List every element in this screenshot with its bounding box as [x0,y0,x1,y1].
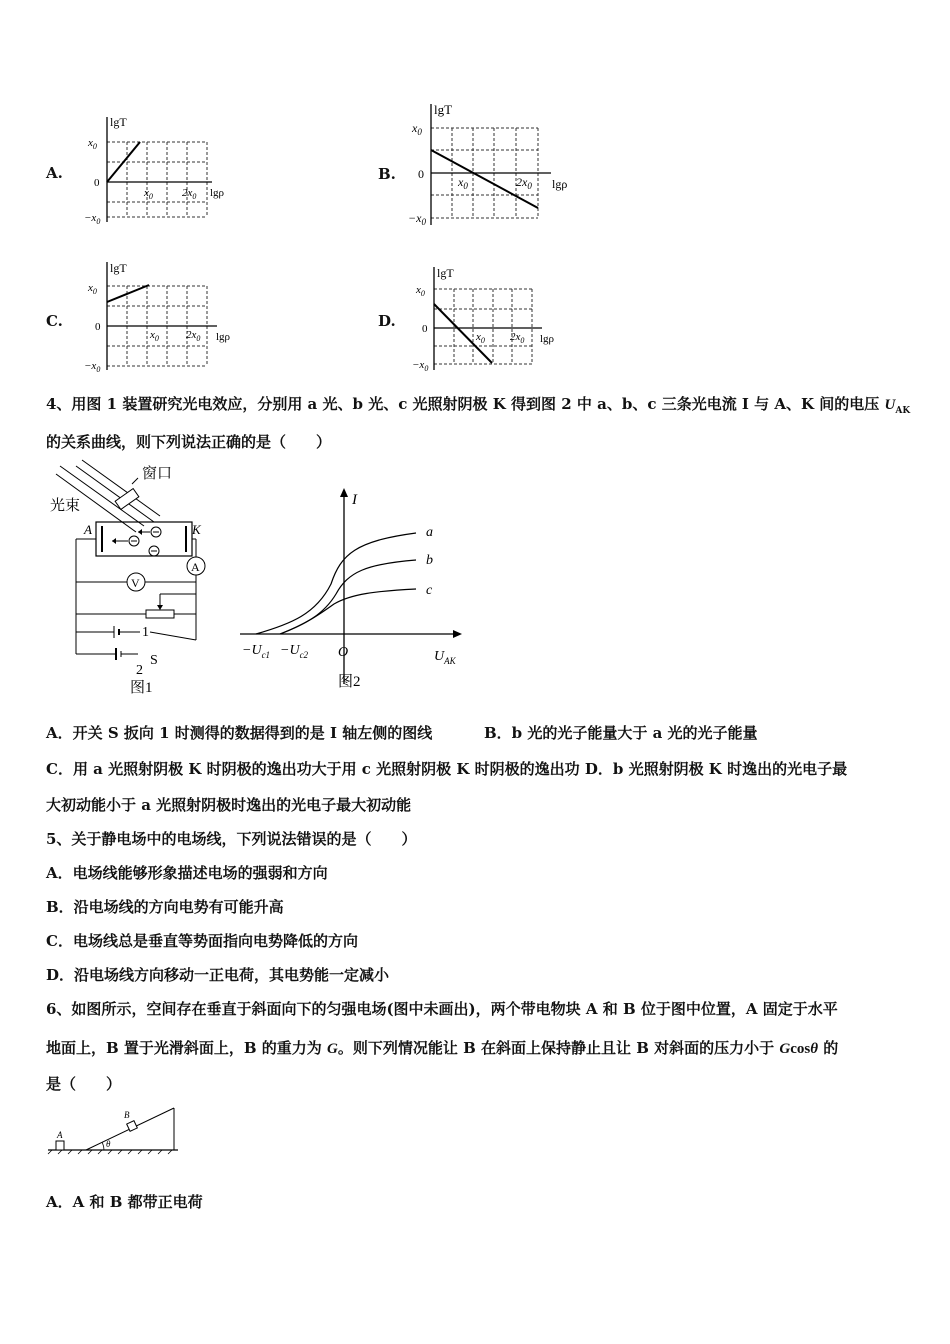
axis-y-label: lgT [110,115,127,129]
q6-stem-line2: 地面上，B 置于光滑斜面上，B 的重力为 G。则下列情况能让 B 在斜面上保持静止且让 B 对斜面的压力小于 Gcosθ 的 [46,1039,839,1057]
block-b-label: B [124,1110,130,1120]
tick-zero: 0 [95,321,101,333]
q6-stem-line1: 6、如图所示，空间存在垂直于斜面向下的匀强电场(图中未画出)，两个带电物块 A 和 B 位于图中位置，A 固定于水平 [46,1000,838,1018]
figure-1-caption: 图1 [130,680,153,696]
switch-position-2: 2 [136,663,143,678]
axis-y-label: lgT [434,102,453,117]
curve-a [256,533,416,634]
tick-2x0: $2x_0$ [516,175,532,191]
curve-b-label: b [426,553,433,568]
graph-option-b [406,100,576,232]
q4-stem-line1: 4、用图 1 装置研究光电效应，分别用 a 光、b 光、c 光照射阴极 K 得到图 2 中 a、b、c 三条光电流 I 与 A、K 间的电压 $U_{AK}$ [46,395,911,416]
graph-option-a [80,112,225,230]
tick-x0: $x_0$ [412,121,422,137]
q6-incline-figure [46,1104,182,1156]
ammeter-label: A [191,560,200,574]
q6-stem-line3: 是（ ） [46,1075,122,1093]
tick-uc1: $-U_{c1}$ [242,643,271,660]
q4-option-a: A．开关 S 扳向 1 时测得的数据得到的是 I 轴左侧的图线 [46,724,433,742]
beam-label: 光束 [50,498,81,514]
option-c-label: C. [46,312,63,330]
tick-zero: 0 [418,167,424,181]
origin-label: O [338,645,349,660]
tick-x0: $x_0$ [416,284,425,298]
axis-x-label: lgρ [540,333,555,345]
tick-x0: $x_0$ [88,282,97,296]
tick-x0: $x_0$ [88,137,97,151]
q4-figure-2-iu-curves [236,484,472,690]
curve-c [280,589,416,634]
tick-neg-x0: $-x_0$ [84,212,101,226]
tick-zero: 0 [94,177,100,189]
axis-x-label: lgρ [210,187,225,199]
graph-option-c [82,258,242,376]
q6-option-a: A．A 和 B 都带正电荷 [46,1193,203,1211]
q5-option-a: A．电场线能够形象描述电场的强弱和方向 [46,864,328,882]
window-label: 窗口 [142,466,173,482]
tick-x0-axis: $x_0$ [144,187,153,201]
switch-label: S [150,653,158,668]
curve-c-label: c [426,583,433,598]
tick-2x0: $2x_0$ [186,329,201,343]
block-a-label: A [57,1130,63,1140]
tick-neg-x0: $-x_0$ [408,211,426,227]
q4-option-d-cont: 大初动能小于 a 光照射阴极时逸出的光电子最大初动能 [46,796,412,814]
q4-figure-1-apparatus [46,462,216,694]
axis-x-label: lgρ [552,177,568,191]
axis-y-label: lgT [110,261,127,275]
axis-y-label: lgT [437,266,454,280]
voltmeter-label: V [131,576,140,590]
tick-x0-axis: $x_0$ [150,329,159,343]
tick-neg-x0: $-x_0$ [412,359,429,373]
tick-2x0: $2x_0$ [510,331,525,345]
axis-x-label: lgρ [216,331,231,343]
switch-position-1: 1 [142,625,149,640]
q5-option-c: C．电场线总是垂直等势面指向电势降低的方向 [46,932,358,950]
angle-theta-label: θ [106,1139,111,1149]
tick-uc2: $-U_{c2}$ [280,643,309,660]
q4-stem-line2: 的关系曲线，则下列说法正确的是（ ） [46,433,332,451]
q4-option-c-d: C．用 a 光照射阴极 K 时阴极的逸出功大于用 c 光照射阴极 K 时阴极的逸出功 D．b 光照射阴极 K 时逸出的光电子最 [46,760,848,778]
option-b-label: B. [378,165,396,183]
figure-2-caption: 图2 [338,674,361,690]
curve-a-label: a [426,525,433,540]
tick-neg-x0: $-x_0$ [84,360,101,374]
axis-i-label: I [352,492,357,508]
graph-option-d [410,264,570,376]
q5-stem: 5、关于静电场中的电场线，下列说法错误的是（ ） [46,830,417,848]
axis-uak-label: $U_{AK}$ [434,649,456,666]
tick-2x0: $2x_0$ [182,187,197,201]
tick-zero: 0 [422,323,428,335]
tick-x0-axis: $x_0$ [458,175,468,191]
curve-b [280,560,416,634]
option-d-label: D. [378,312,396,330]
option-a-label: A. [46,164,63,182]
q5-option-d: D．沿电场线方向移动一正电荷，其电势能一定减小 [46,966,390,984]
q5-option-b: B．沿电场线的方向电势有可能升高 [46,898,284,916]
tick-x0-axis: $x_0$ [476,331,485,345]
q4-option-b: B．b 光的光子能量大于 a 光的光子能量 [484,724,758,742]
anode-label: A [84,522,92,537]
cathode-label: K [192,522,201,537]
